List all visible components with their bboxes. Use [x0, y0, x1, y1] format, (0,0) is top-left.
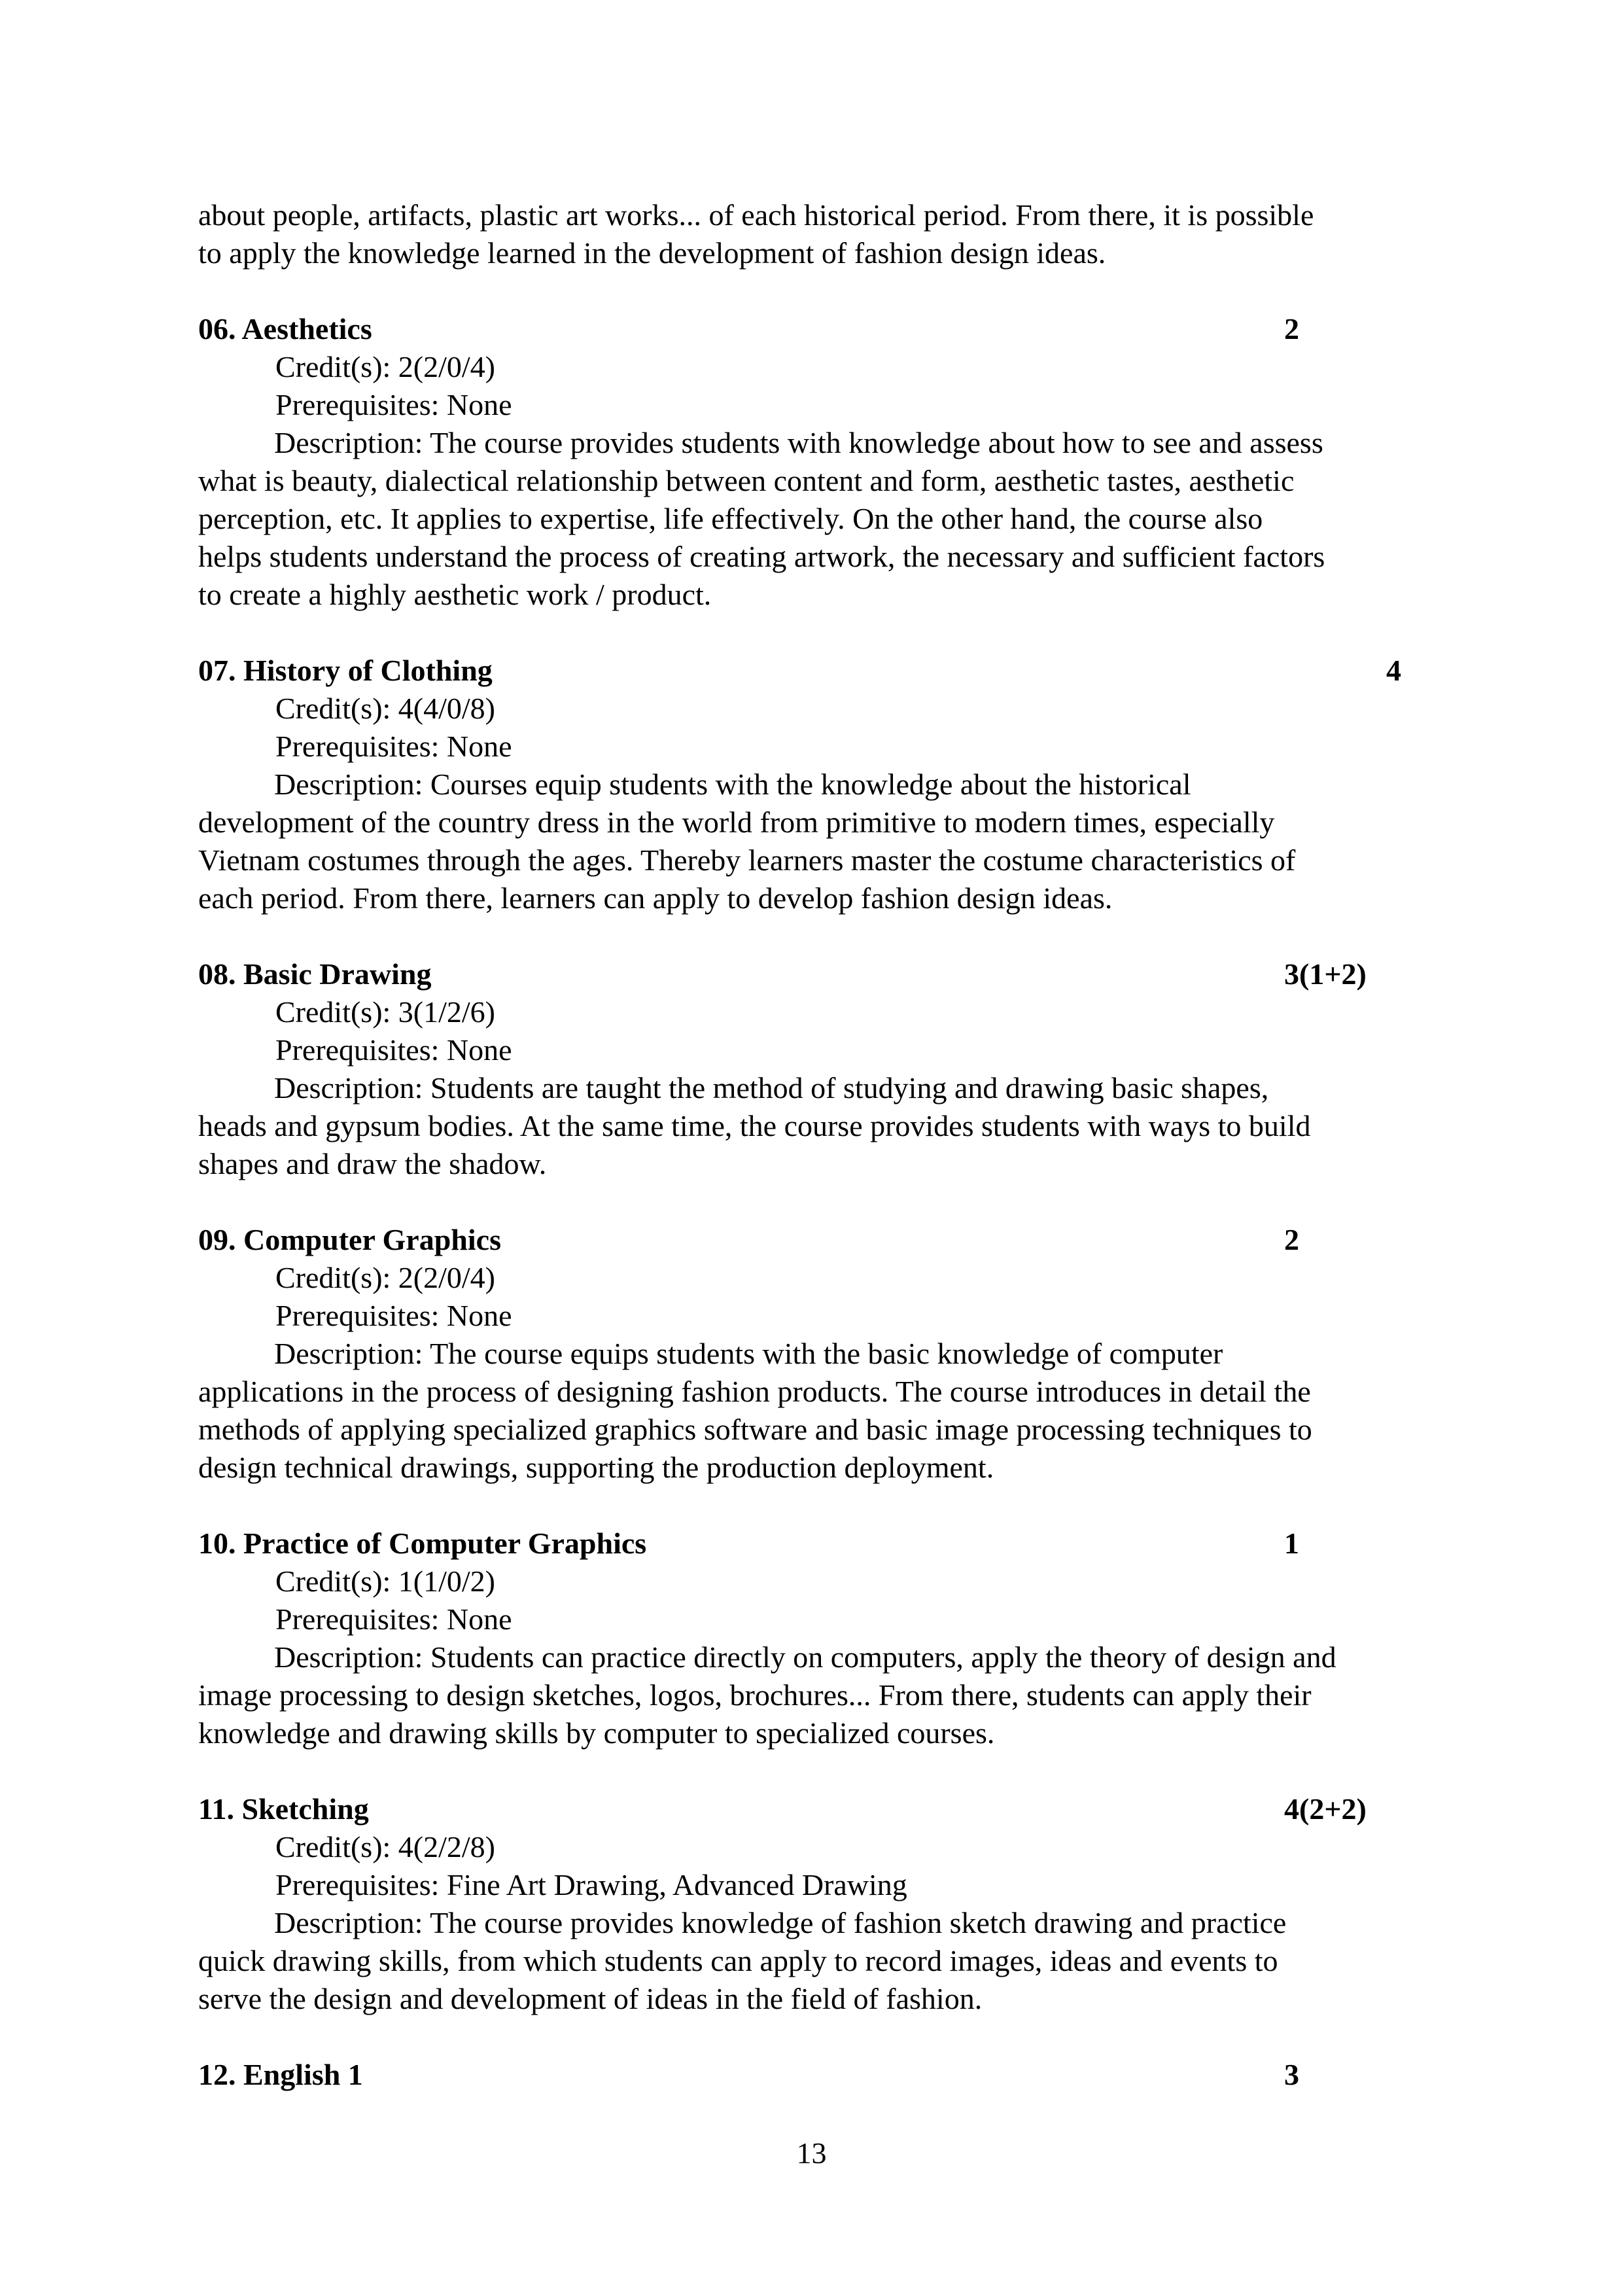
course-credits: 2 [1284, 1223, 1299, 1256]
text-line: about people, artifacts, plastic art works... of each historical period. From there, it is possible [198, 198, 1314, 232]
course-heading [198, 1525, 1441, 1563]
course-credits: 3(1+2) [1284, 957, 1367, 991]
prerequisites-line: Prerequisites: None [275, 388, 512, 421]
text-line: quick drawing skills, from which students can apply to record images, ideas and events to [198, 1944, 1278, 1977]
text-line: to apply the knowledge learned in the development of fashion design ideas. [198, 236, 1106, 270]
text-line: applications in the process of designing fashion products. The course introduces in detail the [198, 1375, 1311, 1408]
course-title: 09. Computer Graphics [198, 1223, 501, 1256]
text-line: Description: Students are taught the method of studying and drawing basic shapes, [274, 1071, 1269, 1104]
course-heading [198, 2056, 1441, 2094]
intro-paragraph [198, 196, 1441, 272]
course-section [198, 310, 1441, 614]
prerequisites-line: Prerequisites: None [275, 1033, 512, 1067]
course-description [198, 1069, 1441, 1183]
course-title: 07. History of Clothing [198, 654, 493, 687]
text-line: heads and gypsum bodies. At the same time, the course provides students with ways to build [198, 1109, 1311, 1142]
page-number: 13 [796, 2136, 827, 2170]
course-heading [198, 1221, 1441, 1259]
text-line: helps students understand the process of creating artwork, the necessary and sufficient factors [198, 540, 1325, 573]
credit-line: Credit(s): 2(2/0/4) [275, 350, 495, 383]
course-description [198, 766, 1441, 917]
text-line: Description: Students can practice directly on computers, apply the theory of design and [274, 1640, 1336, 1674]
prerequisites-line: Prerequisites: Fine Art Drawing, Advanced Drawing [275, 1868, 907, 1901]
credit-line: Credit(s): 3(1/2/6) [275, 995, 495, 1029]
course-description [198, 1904, 1441, 2018]
course-section [198, 652, 1441, 917]
course-credits: 4 [1386, 654, 1401, 687]
text-line: knowledge and drawing skills by computer to specialized courses. [198, 1716, 995, 1750]
course-credits: 2 [1284, 312, 1299, 345]
course-credits: 4(2+2) [1284, 1792, 1367, 1826]
course-title: 11. Sketching [198, 1792, 369, 1826]
document-page [198, 196, 1441, 2094]
text-line: design technical drawings, supporting the production deployment. [198, 1451, 994, 1484]
course-title: 06. Aesthetics [198, 312, 372, 345]
text-line: Description: The course provides students with knowledge about how to see and assess [274, 426, 1323, 459]
prerequisites-line: Prerequisites: None [275, 1299, 512, 1332]
text-line: perception, etc. It applies to expertise, life effectively. On the other hand, the course also [198, 502, 1263, 535]
credit-line: Credit(s): 1(1/0/2) [275, 1564, 495, 1598]
text-line: what is beauty, dialectical relationship between content and form, aesthetic tastes, aesthetic [198, 464, 1295, 497]
credit-line: Credit(s): 4(4/0/8) [275, 692, 495, 725]
course-heading [198, 310, 1441, 348]
prerequisites-line: Prerequisites: None [275, 730, 512, 763]
course-credits: 1 [1284, 1527, 1299, 1560]
text-line: image processing to design sketches, logos, brochures... From there, students can apply their [198, 1678, 1312, 1712]
text-line: Vietnam costumes through the ages. Thereby learners master the costume characteristics of [198, 843, 1296, 877]
text-line: each period. From there, learners can apply to develop fashion design ideas. [198, 881, 1113, 915]
course-heading [198, 1790, 1441, 1828]
text-line: development of the country dress in the world from primitive to modern times, especially [198, 805, 1275, 839]
course-section [198, 1525, 1441, 1752]
course-title: 10. Practice of Computer Graphics [198, 1527, 647, 1560]
text-line: Description: The course equips students with the basic knowledge of computer [274, 1337, 1223, 1370]
prerequisites-line: Prerequisites: None [275, 1602, 512, 1636]
course-title: 12. English 1 [198, 2058, 363, 2091]
course-title: 08. Basic Drawing [198, 957, 432, 991]
course-section [198, 955, 1441, 1183]
text-line: methods of applying specialized graphics software and basic image processing techniques to [198, 1413, 1312, 1446]
course-description [198, 424, 1441, 614]
course-description [198, 1335, 1441, 1487]
text-line: serve the design and development of ideas in the field of fashion. [198, 1982, 983, 2015]
text-line: to create a highly aesthetic work / product. [198, 578, 712, 611]
course-section [198, 1790, 1441, 2018]
course-section [198, 2056, 1441, 2094]
course-heading [198, 955, 1441, 993]
credit-line: Credit(s): 4(2/2/8) [275, 1830, 495, 1863]
course-credits: 3 [1284, 2058, 1299, 2091]
text-line: Description: Courses equip students with the knowledge about the historical [274, 768, 1191, 801]
course-heading [198, 652, 1441, 690]
course-description [198, 1638, 1441, 1752]
text-line: shapes and draw the shadow. [198, 1147, 547, 1180]
text-line: Description: The course provides knowledge of fashion sketch drawing and practice [274, 1906, 1287, 1939]
credit-line: Credit(s): 2(2/0/4) [275, 1261, 495, 1294]
course-section [198, 1221, 1441, 1487]
